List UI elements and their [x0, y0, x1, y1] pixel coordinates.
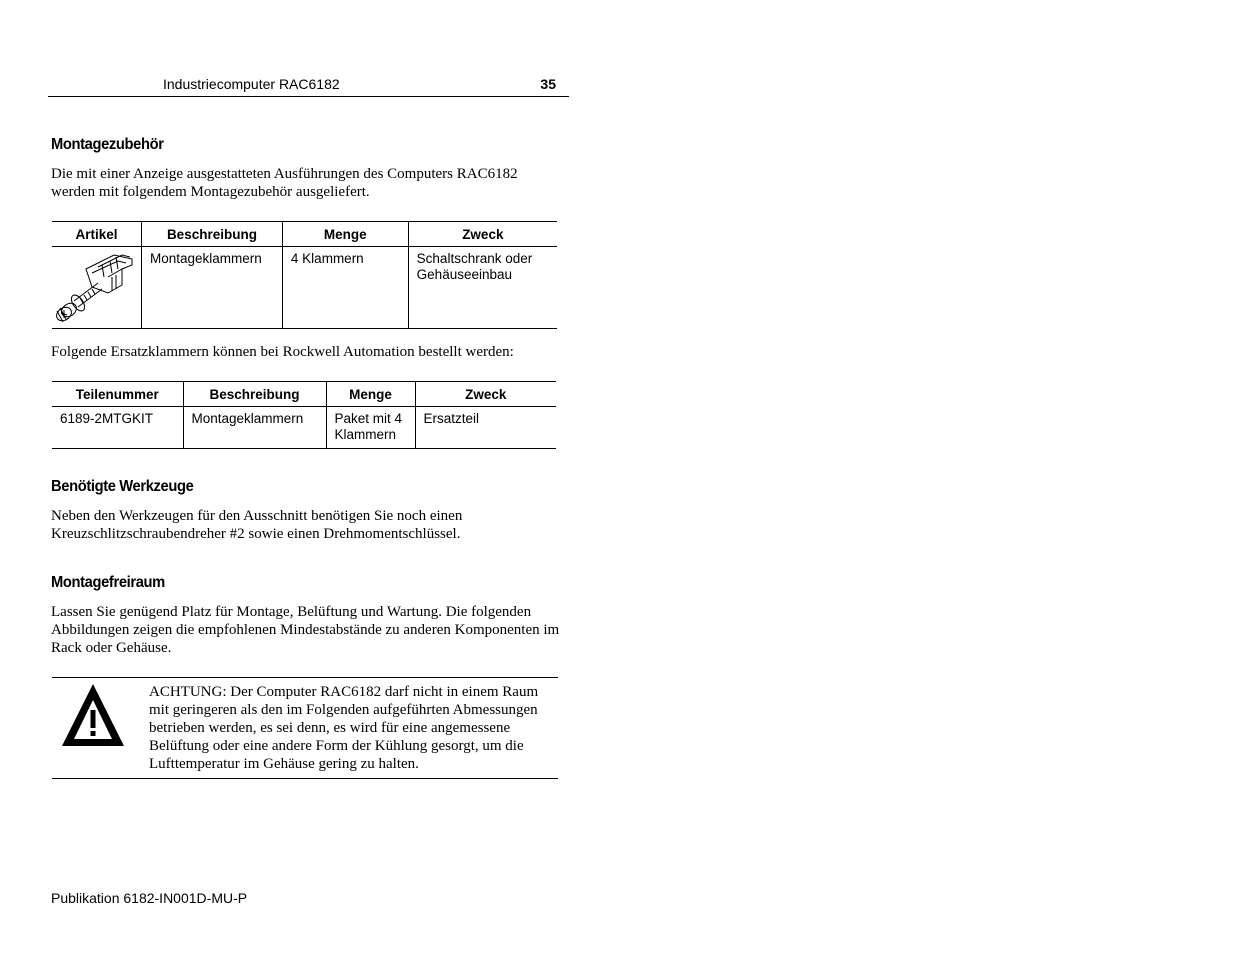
footer-publication: Publikation 6182-IN001D-MU-P [51, 890, 248, 906]
table-row [52, 247, 557, 329]
accessories-table [52, 221, 557, 329]
article-image-cell [52, 247, 142, 329]
running-header [48, 76, 569, 97]
column-header: Beschreibung [142, 222, 283, 247]
purpose-cell: Ersatzteil [415, 407, 556, 449]
table-row [52, 407, 556, 449]
column-header: Zweck [415, 382, 556, 407]
column-header: Beschreibung [183, 382, 326, 407]
column-header: Artikel [52, 222, 142, 247]
accessories-paragraph: Die mit einer Anzeige ausgestatteten Ausführungen des Computers RAC6182 werden mit folgendem Montagezubehör ausgeliefert. [51, 166, 518, 200]
attention-box [52, 677, 558, 779]
table-header-row [52, 222, 557, 247]
section-heading-clearance: Montagefreiraum [51, 574, 165, 591]
column-header: Zweck [408, 222, 557, 247]
mounting-clamp-image [52, 247, 141, 324]
part-number-cell: 6189-2MTGKIT [60, 411, 154, 426]
table-header-row [52, 382, 556, 407]
column-header: Menge [326, 382, 415, 407]
section-heading-accessories: Montagezubehör [51, 136, 164, 153]
clearance-paragraph: Lassen Sie genügend Platz für Montage, Belüftung und Wartung. Die folgenden Abbildungen zeigen die empfohlenen Mindestabstände zu anderen Komponenten im Rack oder Gehäuse. [51, 604, 560, 656]
page-number: 35 [540, 76, 556, 92]
tools-paragraph: Neben den Werkzeugen für den Ausschnitt benötigen Sie noch einen Kreuzschlitzschraubendreher #2 sowie einen Drehmomentschlüssel. [51, 508, 463, 542]
description-cell: Montageklammern [183, 407, 326, 449]
attention-text: ACHTUNG: Der Computer RAC6182 darf nicht in einem Raum mit geringeren als den im Folgenden aufgeführten Abmessungen betrieben werden, es sei denn, es wird für eine angemessene Belüftung oder eine andere Form der Kühlung gesorgt, um die Lufttemperatur im Gehäuse gering zu halten. [149, 684, 539, 772]
description-cell: Montageklammern [142, 247, 283, 329]
warning-triangle-icon [60, 682, 126, 748]
purpose-cell: Schaltschrank oder Gehäuseeinbau [408, 247, 557, 329]
quantity-cell: Paket mit 4 Klammern [326, 407, 415, 449]
quantity-cell: 4 Klammern [282, 247, 408, 329]
column-header: Menge [282, 222, 408, 247]
spare-parts-table [52, 381, 556, 449]
column-header: Teilenummer [52, 382, 183, 407]
spare-intro-paragraph: Folgende Ersatzklammern können bei Rockwell Automation bestellt werden: [51, 344, 514, 360]
section-heading-tools: Benötigte Werkzeuge [51, 478, 194, 495]
header-title: Industriecomputer RAC6182 [163, 76, 340, 92]
